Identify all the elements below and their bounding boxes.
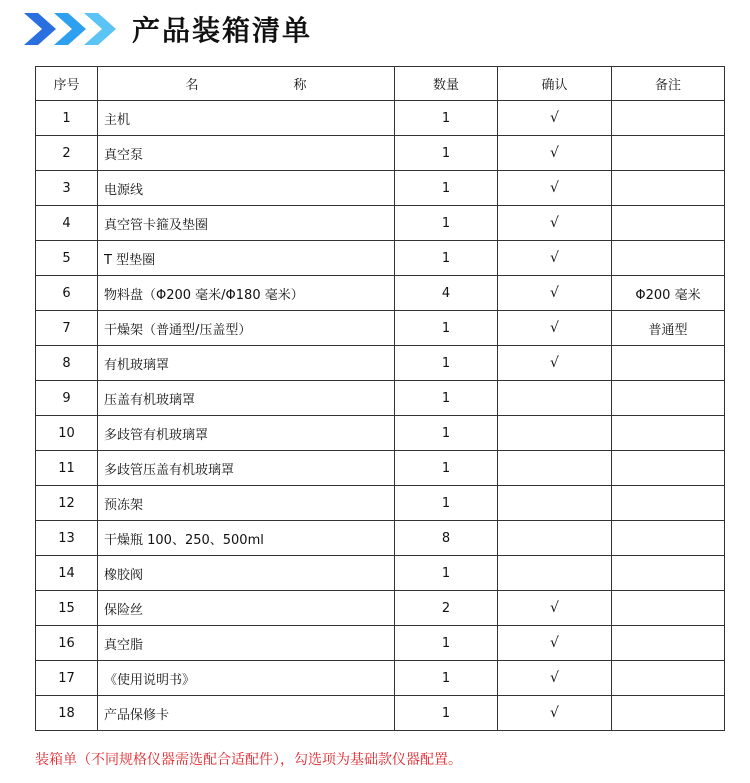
triple-chevron-right-icon [24, 9, 120, 49]
cell-name: 橡胶阀 [98, 556, 395, 591]
table-row [36, 591, 725, 626]
footer-note: 装箱单（不同规格仪器需选配合适配件），勾选项为基础款仪器配置。 [35, 752, 462, 768]
cell-index: 11 [36, 451, 98, 486]
table-row [36, 346, 725, 381]
column-header-confirm: 确认 [498, 67, 612, 101]
cell-index: 16 [36, 626, 98, 661]
table-row [36, 521, 725, 556]
cell-quantity: 1 [395, 241, 498, 276]
cell-index: 2 [36, 136, 98, 171]
cell-name: 干燥瓶 100、250、500ml [98, 521, 395, 556]
table-row [36, 661, 725, 696]
cell-confirm: √ [498, 661, 612, 696]
cell-confirm: √ [498, 696, 612, 731]
cell-note [612, 591, 725, 626]
cell-note [612, 451, 725, 486]
cell-index: 15 [36, 591, 98, 626]
cell-index: 7 [36, 311, 98, 346]
cell-quantity: 1 [395, 626, 498, 661]
cell-name: 电源线 [98, 171, 395, 206]
table-row [36, 206, 725, 241]
table-row [36, 381, 725, 416]
cell-index: 3 [36, 171, 98, 206]
column-header-note: 备注 [612, 67, 725, 101]
cell-confirm: √ [498, 346, 612, 381]
cell-name: 真空管卡箍及垫圈 [98, 206, 395, 241]
cell-note [612, 486, 725, 521]
cell-index: 4 [36, 206, 98, 241]
cell-note [612, 136, 725, 171]
cell-confirm: √ [498, 171, 612, 206]
cell-index: 1 [36, 101, 98, 136]
column-header-name [98, 67, 395, 101]
cell-name: 真空泵 [98, 136, 395, 171]
cell-name: 有机玻璃罩 [98, 346, 395, 381]
cell-name: 多歧管有机玻璃罩 [98, 416, 395, 451]
cell-name: 真空脂 [98, 626, 395, 661]
table-row [36, 486, 725, 521]
column-header-index: 序号 [36, 67, 98, 101]
cell-confirm: √ [498, 241, 612, 276]
cell-confirm [498, 451, 612, 486]
cell-note [612, 626, 725, 661]
table-row [36, 241, 725, 276]
cell-quantity: 8 [395, 521, 498, 556]
cell-name: 《使用说明书》 [98, 661, 395, 696]
cell-note [612, 171, 725, 206]
table-row [36, 311, 725, 346]
page-title: 产品装箱清单 [132, 14, 313, 47]
cell-confirm: √ [498, 276, 612, 311]
cell-confirm: √ [498, 206, 612, 241]
cell-name: 保险丝 [98, 591, 395, 626]
packing-list-table [35, 66, 725, 731]
cell-name: 主机 [98, 101, 395, 136]
table-row [36, 136, 725, 171]
cell-name: 产品保修卡 [98, 696, 395, 731]
cell-name: 物料盘（Φ200 毫米/Φ180 毫米） [98, 276, 395, 311]
cell-note [612, 101, 725, 136]
cell-confirm: √ [498, 591, 612, 626]
cell-note: Φ200 毫米 [612, 276, 725, 311]
cell-quantity: 1 [395, 206, 498, 241]
cell-index: 6 [36, 276, 98, 311]
cell-quantity: 1 [395, 311, 498, 346]
cell-quantity: 1 [395, 381, 498, 416]
table-row [36, 626, 725, 661]
cell-name: 压盖有机玻璃罩 [98, 381, 395, 416]
cell-note [612, 206, 725, 241]
cell-confirm: √ [498, 311, 612, 346]
cell-quantity: 1 [395, 136, 498, 171]
cell-index: 17 [36, 661, 98, 696]
cell-quantity: 1 [395, 451, 498, 486]
cell-note [612, 521, 725, 556]
cell-confirm [498, 416, 612, 451]
cell-note: 普通型 [612, 311, 725, 346]
cell-quantity: 1 [395, 101, 498, 136]
cell-confirm: √ [498, 626, 612, 661]
cell-confirm [498, 556, 612, 591]
cell-confirm [498, 486, 612, 521]
table-row [36, 416, 725, 451]
cell-name: 干燥架（普通型/压盖型） [98, 311, 395, 346]
cell-name: 预冻架 [98, 486, 395, 521]
cell-quantity: 1 [395, 171, 498, 206]
cell-index: 12 [36, 486, 98, 521]
cell-note [612, 556, 725, 591]
cell-quantity: 1 [395, 696, 498, 731]
cell-quantity: 4 [395, 276, 498, 311]
cell-confirm [498, 521, 612, 556]
cell-index: 10 [36, 416, 98, 451]
cell-index: 5 [36, 241, 98, 276]
column-header-name-part1: 名 [185, 78, 199, 93]
cell-note [612, 346, 725, 381]
cell-quantity: 1 [395, 486, 498, 521]
table-row [36, 276, 725, 311]
cell-name: 多歧管压盖有机玻璃罩 [98, 451, 395, 486]
table-row [36, 556, 725, 591]
cell-index: 8 [36, 346, 98, 381]
cell-index: 13 [36, 521, 98, 556]
cell-confirm: √ [498, 136, 612, 171]
table-row [36, 101, 725, 136]
cell-index: 14 [36, 556, 98, 591]
cell-confirm: √ [498, 101, 612, 136]
table-body [36, 101, 725, 731]
cell-note [612, 381, 725, 416]
column-header-name-part2: 称 [293, 78, 307, 93]
cell-note [612, 241, 725, 276]
cell-quantity: 1 [395, 346, 498, 381]
table-row [36, 696, 725, 731]
cell-quantity: 2 [395, 591, 498, 626]
cell-quantity: 1 [395, 556, 498, 591]
table-row [36, 451, 725, 486]
cell-confirm [498, 381, 612, 416]
cell-quantity: 1 [395, 661, 498, 696]
cell-index: 9 [36, 381, 98, 416]
page-header [24, 4, 312, 54]
cell-note [612, 661, 725, 696]
column-header-quantity: 数量 [395, 67, 498, 101]
cell-note [612, 696, 725, 731]
cell-index: 18 [36, 696, 98, 731]
cell-name: T 型垫圈 [98, 241, 395, 276]
table-header-row [36, 67, 725, 101]
cell-quantity: 1 [395, 416, 498, 451]
table-row [36, 171, 725, 206]
cell-note [612, 416, 725, 451]
